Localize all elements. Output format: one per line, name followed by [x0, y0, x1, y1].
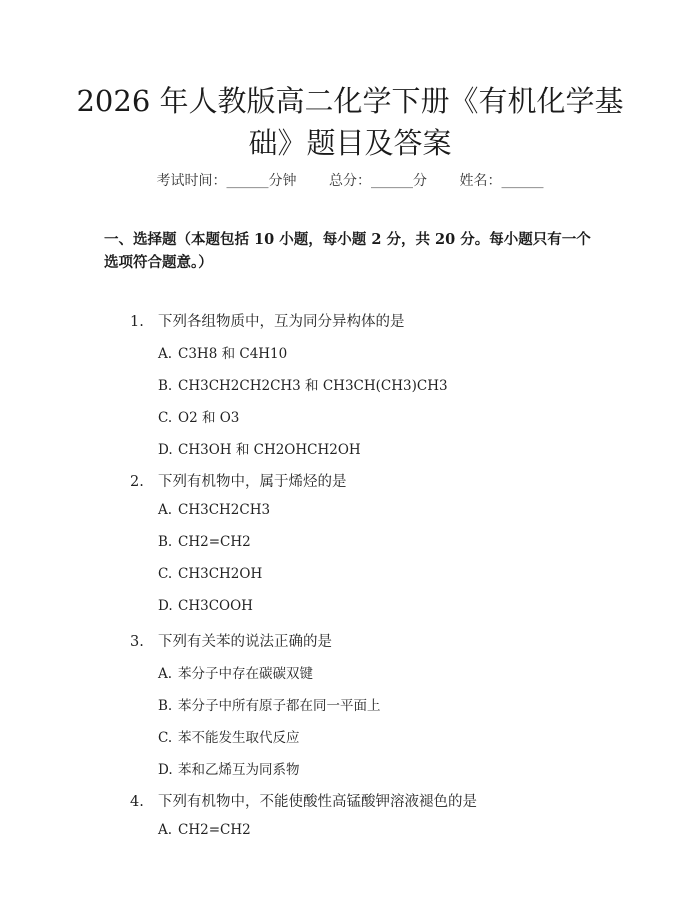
option-3b — [158, 694, 381, 714]
option-letter: A. — [158, 666, 173, 682]
option-3d — [158, 758, 300, 778]
option-2a — [158, 502, 270, 518]
option-text: C3H8 和 C4H10 — [178, 346, 288, 362]
exam-time: 考试时间：______分钟 — [156, 173, 297, 189]
option-text: 苯分子中所有原子都在同一平面上 — [178, 698, 381, 714]
option-4a — [158, 822, 251, 838]
option-1c — [158, 406, 239, 426]
option-text: 苯分子中存在碳碳双键 — [178, 666, 313, 682]
option-2b — [158, 534, 251, 550]
exam-name: 姓名：______ — [459, 173, 544, 189]
document-title: 2026 年人教版高二化学下册《有机化学基础》题目及答案 — [76, 84, 624, 160]
option-letter: A. — [158, 502, 173, 518]
option-letter: D. — [158, 762, 173, 778]
option-letter: A. — [158, 346, 173, 362]
option-text: CH3CH2CH3 — [178, 502, 271, 518]
section-heading: 一、选择题（本题包括 10 小题，每小题 2 分，共 20 分。每小题只有一个选项符合题意。） — [104, 231, 591, 271]
option-2d — [158, 598, 253, 614]
question-2 — [130, 470, 347, 491]
question-number: 1. — [130, 314, 144, 330]
option-3a — [158, 662, 313, 682]
question-3 — [130, 630, 332, 651]
option-3c — [158, 726, 300, 746]
question-text: 下列有机物中，不能使酸性高锰酸钾溶液褪色的是 — [158, 794, 477, 810]
question-text: 下列有关苯的说法正确的是 — [158, 634, 332, 650]
option-text: CH3OH 和 CH2OHCH2OH — [178, 442, 361, 458]
option-letter: C. — [158, 566, 173, 582]
option-letter: D. — [158, 598, 173, 614]
option-text: 苯不能发生取代反应 — [178, 730, 300, 746]
option-text: CH3CH2OH — [178, 566, 263, 582]
option-letter: B. — [158, 534, 173, 550]
option-1b — [158, 374, 448, 394]
option-letter: C. — [158, 730, 173, 746]
option-text: CH3CH2CH2CH3 和 CH3CH(CH3)CH3 — [178, 378, 448, 394]
option-letter: B. — [158, 378, 173, 394]
option-text: CH2=CH2 — [178, 534, 251, 550]
exam-meta — [0, 170, 700, 190]
question-1 — [130, 310, 405, 331]
option-1d — [158, 438, 361, 458]
exam-score: 总分：______分 — [329, 173, 427, 189]
option-1a — [158, 342, 287, 362]
option-letter: B. — [158, 698, 173, 714]
question-number: 2. — [130, 474, 144, 490]
option-letter: D. — [158, 442, 173, 458]
question-text: 下列各组物质中，互为同分异构体的是 — [158, 314, 405, 330]
option-text: CH3COOH — [178, 598, 253, 614]
option-text: O2 和 O3 — [178, 410, 240, 426]
question-4 — [130, 790, 477, 811]
question-number: 4. — [130, 794, 144, 810]
question-text: 下列有机物中，属于烯烃的是 — [158, 474, 347, 490]
question-number: 3. — [130, 634, 144, 650]
option-letter: A. — [158, 822, 173, 838]
option-text: 苯和乙烯互为同系物 — [178, 762, 300, 778]
option-text: CH2=CH2 — [178, 822, 251, 838]
option-letter: C. — [158, 410, 173, 426]
option-2c — [158, 566, 262, 582]
